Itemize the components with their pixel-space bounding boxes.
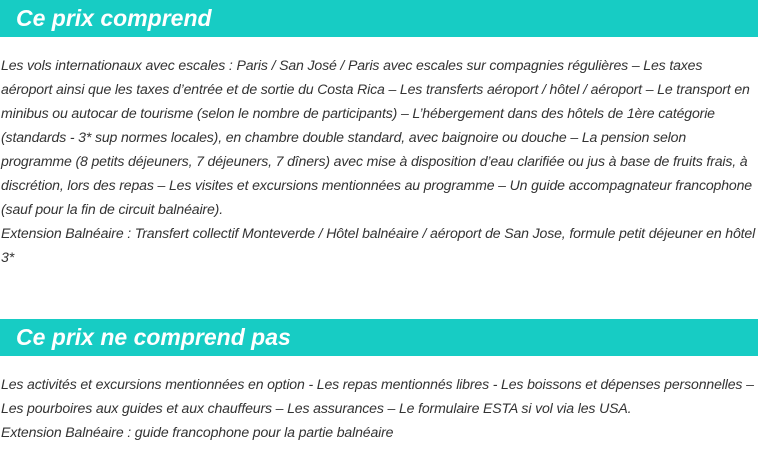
not-included-description: Les activités et excursions mentionnées en option - Les repas mentionnés libres - Les boissons et dépenses personnelles – Les pourboires aux guides et aux chauffeurs – Les assurances – Le formulaire ESTA si vol via les USA. bbox=[1, 376, 754, 416]
section-header-included: Ce prix comprend bbox=[0, 0, 758, 37]
included-description: Les vols internationaux avec escales : Paris / San José / Paris avec escales sur compagnies régulières – Les taxes aéroport ainsi que les taxes d’entrée et de sortie du Costa Rica – Les transferts aéroport / hôtel / aéroport – Le transport en minibus ou autocar de tourisme (selon le nombre de participants) – L’hébergement dans des hôtels de 1ère catégorie (standards - 3* sup normes locales), en chambre double standard, avec baignoire ou douche – La pension selon programme (8 petits déjeuners, 7 déjeuners, 7 dîners) avec mise à disposition d’eau clarifiée ou jus à base de fruits frais, à discrétion, lors des repas – Les visites et excursions mentionnées au programme – Un guide accompagnateur francophone (sauf pour la fin de circuit balnéaire). bbox=[1, 57, 752, 217]
section-header-not-included: Ce prix ne comprend pas bbox=[0, 319, 758, 356]
included-extension-note: Extension Balnéaire : Transfert collectif Monteverde / Hôtel balnéaire / aéroport de San Jose, formule petit déjeuner en hôtel 3* bbox=[1, 225, 756, 265]
not-included-extension-note: Extension Balnéaire : guide francophone pour la partie balnéaire bbox=[1, 424, 394, 440]
